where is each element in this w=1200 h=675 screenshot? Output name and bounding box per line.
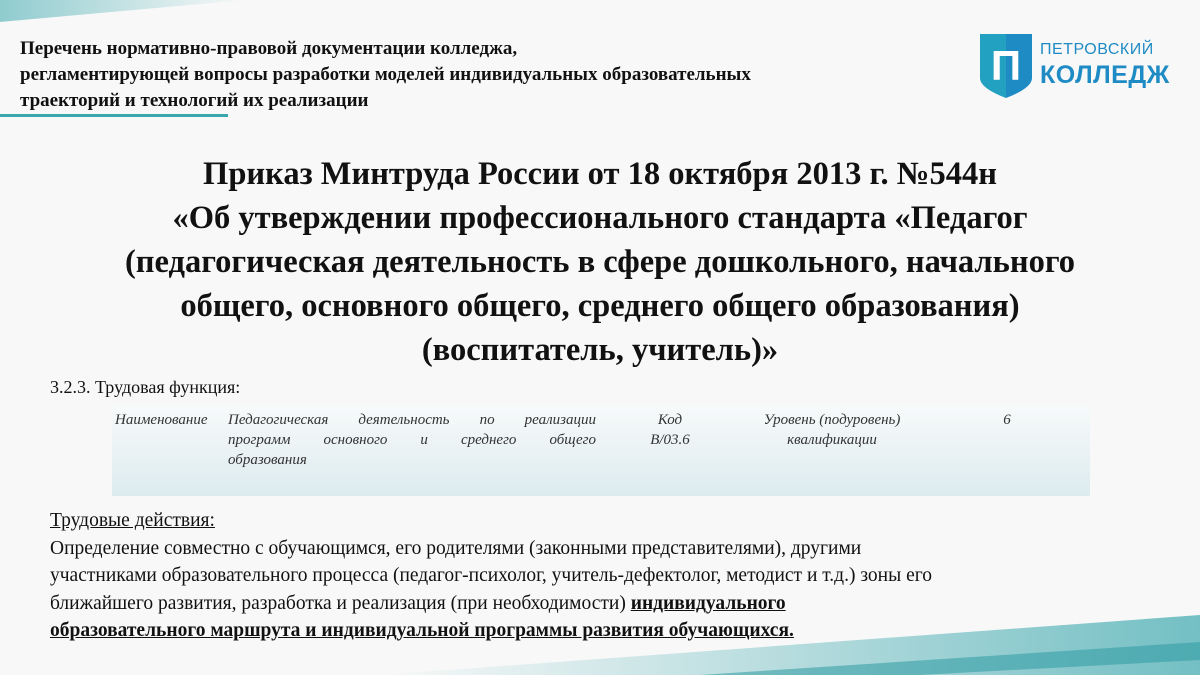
logo-emblem-letter: П: [990, 42, 1022, 89]
logo-emblem-icon: [978, 32, 1034, 100]
code-cell: [640, 410, 700, 450]
actions-text-line: [50, 617, 1150, 645]
actions-text-emphasis: индивидуального: [630, 592, 786, 614]
header-line: Перечень нормативно-правовой документации колледжа,: [20, 38, 518, 59]
title-line: общего, основного общего, среднего общего образования): [180, 288, 1020, 324]
header-line: регламентирующей вопросы разработки моделей индивидуальных образовательных: [20, 64, 751, 85]
labor-function-table: [112, 406, 1090, 496]
actions-text-line: [50, 590, 1150, 618]
actions-text-emphasis: образовательного маршрута и индивидуальной программы развития обучающихся.: [50, 620, 794, 641]
logo-text-line1: ПЕТРОВСКИЙ: [1040, 41, 1154, 58]
title-line: (педагогическая деятельность в сфере дошкольного, начального: [124, 244, 1076, 280]
function-name-line: Педагогическая деятельность по реализации: [228, 412, 596, 428]
level-label-line: квалификации: [787, 432, 877, 448]
section-label: 3.2.3. Трудовая функция:: [50, 377, 241, 397]
name-label: Наименование: [115, 412, 208, 428]
actions-text-line: участниками образовательного процесса (педагог-психолог, учитель-дефектолог, методист и т.д.) зоны его: [50, 565, 933, 586]
slide-title: [40, 152, 1160, 372]
code-value: В/03.6: [650, 432, 690, 448]
level-label: [742, 410, 922, 450]
function-name-line: программ основного и среднего общего: [228, 432, 596, 448]
actions-text-line: Определение совместно с обучающимся, его родителями (законными представителями), другими: [50, 537, 862, 559]
level-value: 6: [1003, 412, 1011, 428]
header-underline: [0, 114, 228, 117]
header-title: [20, 36, 920, 114]
title-line: (воспитатель, учитель)»: [421, 332, 779, 368]
function-name-line: образования: [228, 452, 307, 468]
code-label: Код: [657, 412, 683, 428]
function-name: [228, 410, 596, 470]
header-line: траекторий и технологий их реализации: [20, 90, 369, 111]
actions-heading: Трудовые действия:: [50, 510, 215, 531]
title-line: Приказ Минтруда России от 18 октября 2013 г. №544н: [203, 156, 997, 192]
top-left-stripe: [0, 0, 245, 22]
actions-text-plain: ближайшего развития, разработка и реализация (при необходимости): [50, 592, 631, 614]
college-logo: [978, 32, 1178, 104]
level-label-line: Уровень (подуровень): [763, 412, 901, 428]
title-line: «Об утверждении профессионального стандарта «Педагог: [172, 200, 1028, 236]
logo-text-line2: КОЛЛЕДЖ: [1040, 61, 1170, 89]
labor-actions: [50, 507, 1150, 645]
